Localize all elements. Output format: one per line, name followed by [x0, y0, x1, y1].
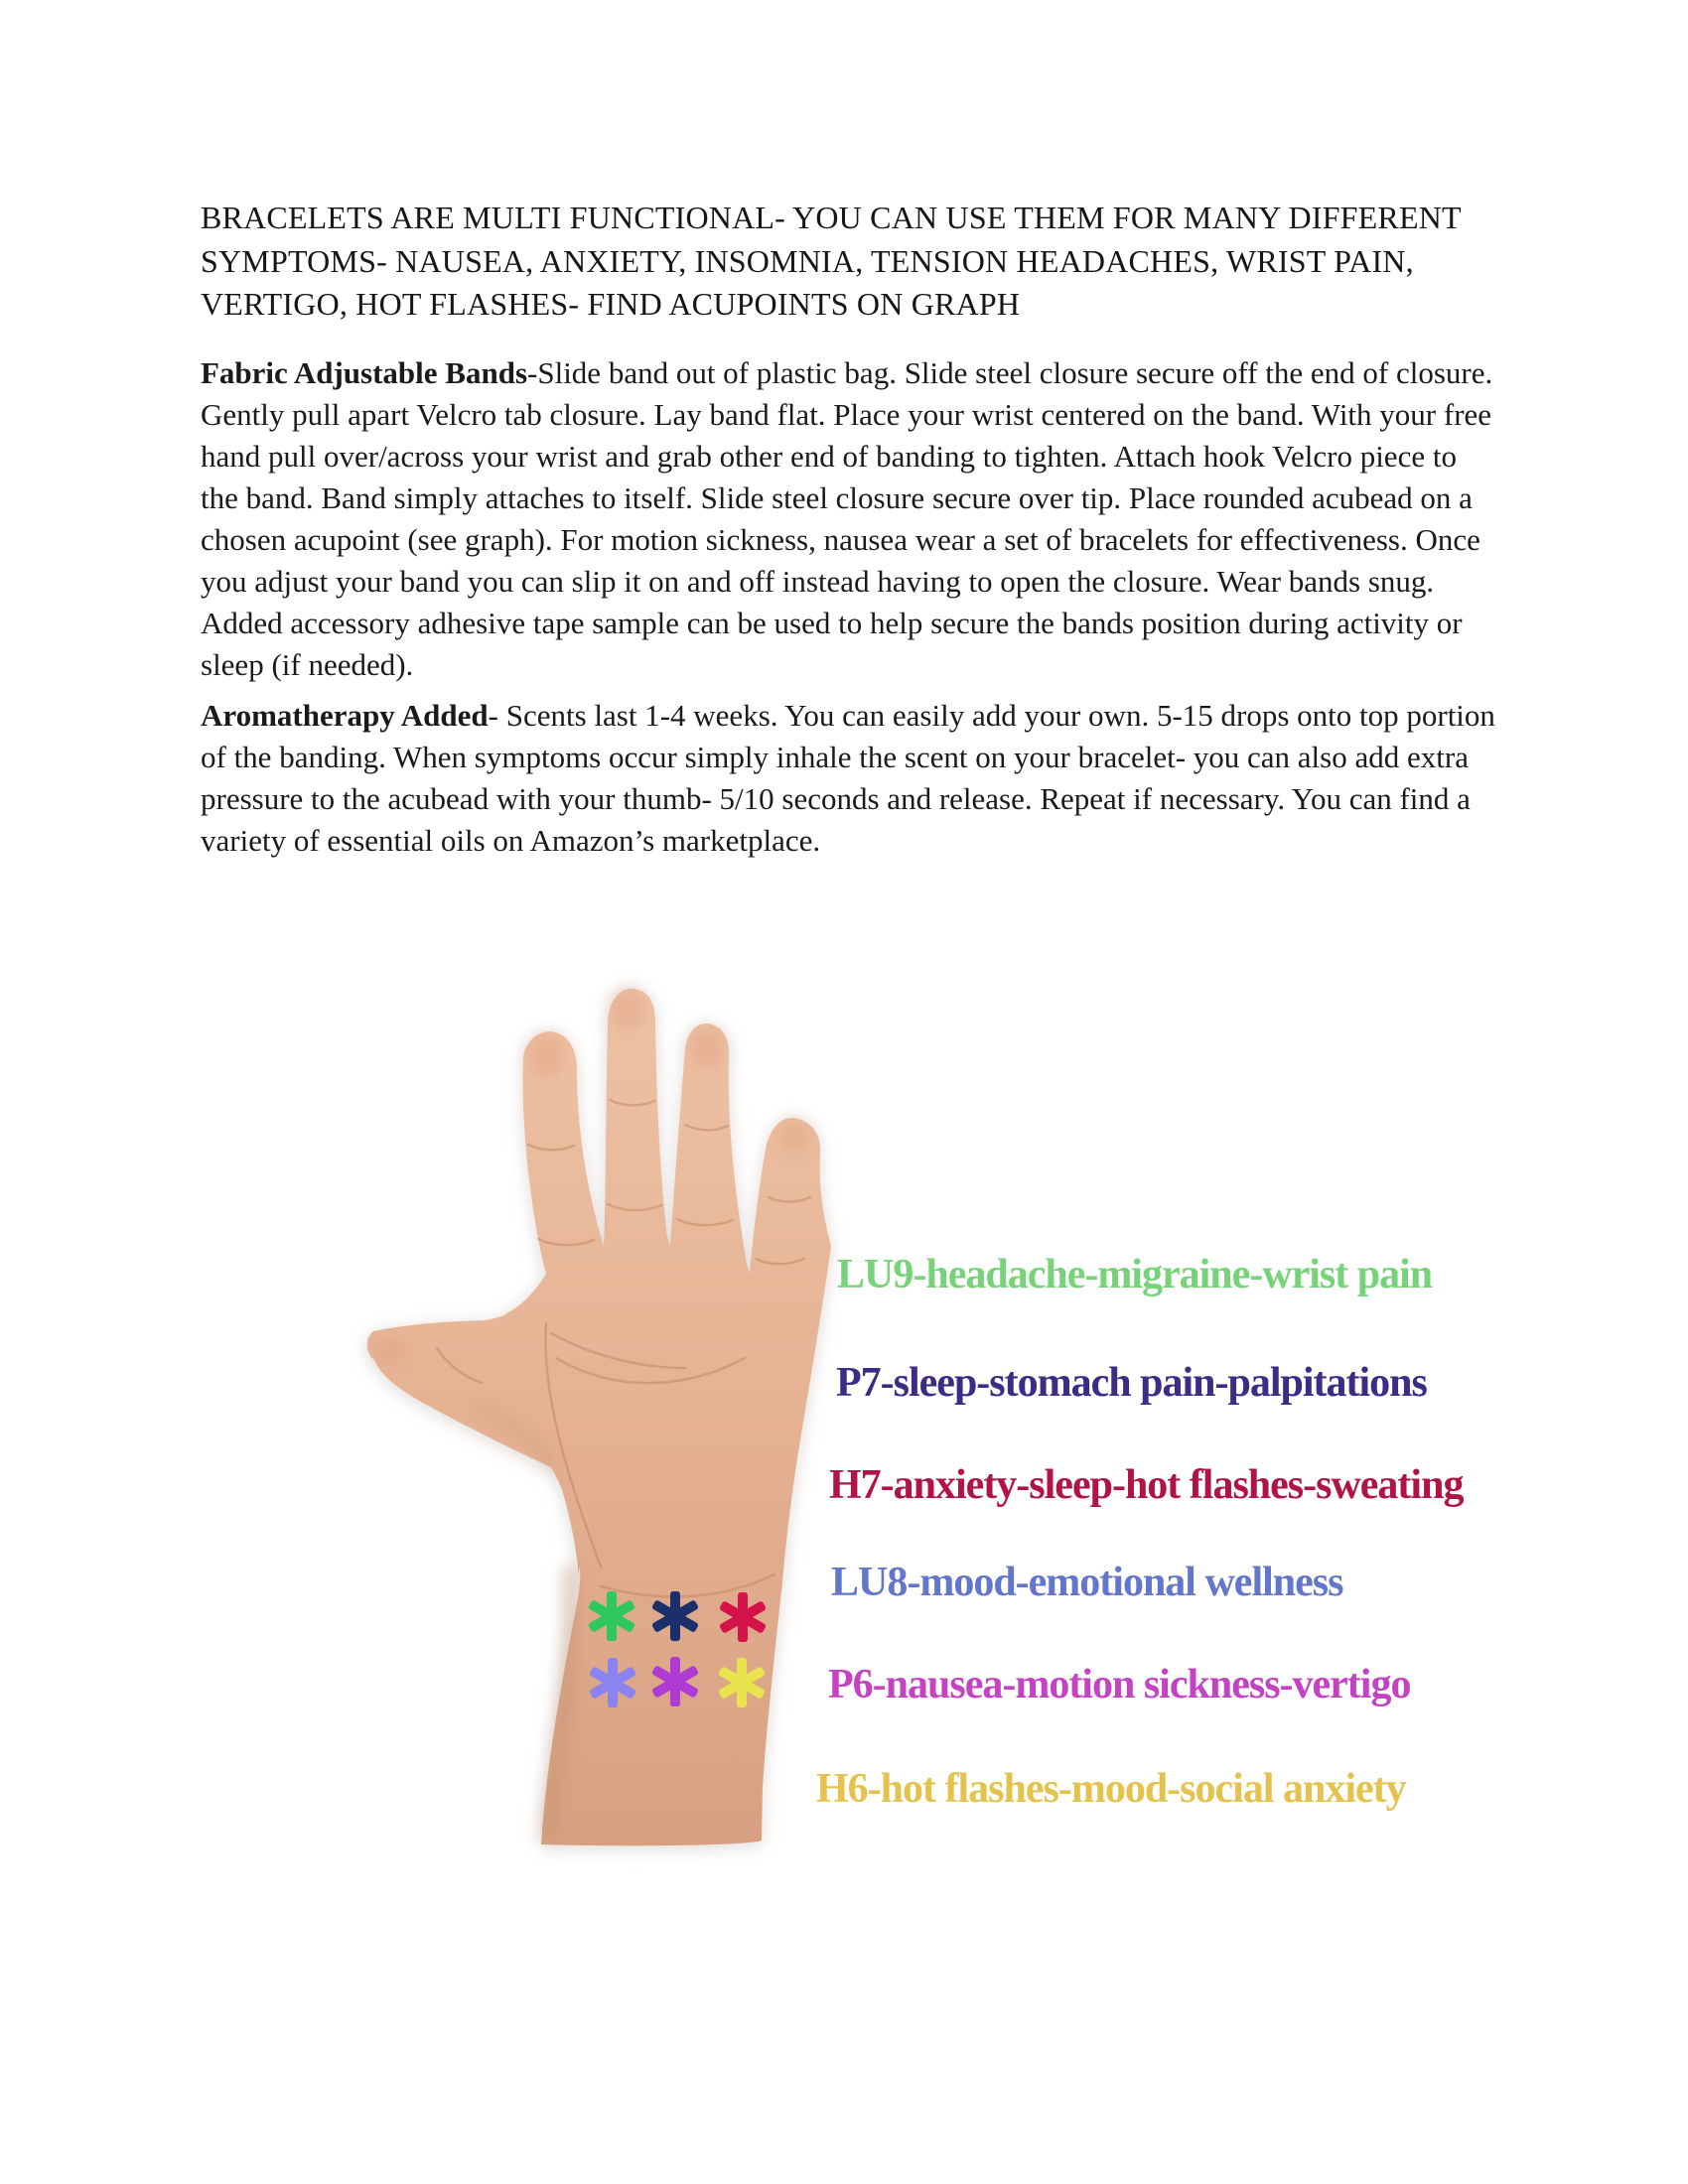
hand-photo: [357, 931, 894, 1854]
page-title-line: SYMPTOMS- NAUSEA, ANXIETY, INSOMNIA, TENSION HEADACHES, WRIST PAIN,: [201, 242, 1414, 279]
label-lu8: LU8-mood-emotional wellness: [831, 1560, 1343, 1605]
acupoint-asterisk-h7: [715, 1589, 771, 1645]
page-title: [201, 197, 1462, 327]
page-title-line: BRACELETS ARE MULTI FUNCTIONAL- YOU CAN USE THEM FOR MANY DIFFERENT: [201, 200, 1462, 235]
paragraph-aromatherapy-added: [201, 695, 1499, 862]
acupoint-asterisk-lu8: [585, 1655, 640, 1710]
acupoint-asterisk-lu9: [584, 1588, 639, 1644]
paragraph-fabric-adjustable-bands: [201, 352, 1499, 686]
acupoint-asterisk-h6: [714, 1655, 770, 1710]
label-h7: H7-anxiety-sleep-hot flashes-sweating: [829, 1462, 1464, 1508]
acupoint-asterisk-p6: [647, 1654, 703, 1709]
label-h6: H6-hot flashes-mood-social anxiety: [816, 1766, 1406, 1812]
page-title-line: VERTIGO, HOT FLASHES- FIND ACUPOINTS ON GRAPH: [201, 286, 1021, 322]
paragraph-body-fabric-bands: -Slide band out of plastic bag. Slide steel closure secure off the end of closure. Gently pull apart Velcro tab closure. Lay band flat. Place your wrist centered on the band. With your free hand pull over/across your wrist and grab other end of banding to tighten. Attach hook Velcro piece to the band. Band simply attaches to itself. Slide steel closure secure over tip. Place rounded acubead on a chosen acupoint (see graph). For motion sickness, nausea wear a set of bracelets for effectiveness. Once you adjust your band you can slip it on and off instead having to open the closure. Wear bands snug. Added accessory adhesive tape sample can be used to help secure the bands position during activity or sleep (if needed).: [201, 355, 1493, 682]
paragraph-lead-aromatherapy: Aromatherapy Added: [201, 698, 489, 733]
label-p7: P7-sleep-stomach pain-palpitations: [836, 1360, 1427, 1406]
label-p6: P6-nausea-motion sickness-vertigo: [828, 1662, 1411, 1707]
paragraph-body-aromatherapy: - Scents last 1-4 weeks. You can easily add your own. 5-15 drops onto top portion of the banding. When symptoms occur simply inhale the scent on your bracelet- you can also add extra pressure to the acubead with your thumb- 5/10 seconds and release. Repeat if necessary. You can find a variety of essential oils on Amazon’s marketplace.: [201, 698, 1495, 858]
paragraph-lead-fabric-bands: Fabric Adjustable Bands: [201, 355, 528, 390]
acupoint-asterisk-p7: [647, 1588, 703, 1644]
hand-silhouette: [367, 989, 831, 1845]
label-lu9: LU9-headache-migraine-wrist pain: [837, 1252, 1433, 1297]
